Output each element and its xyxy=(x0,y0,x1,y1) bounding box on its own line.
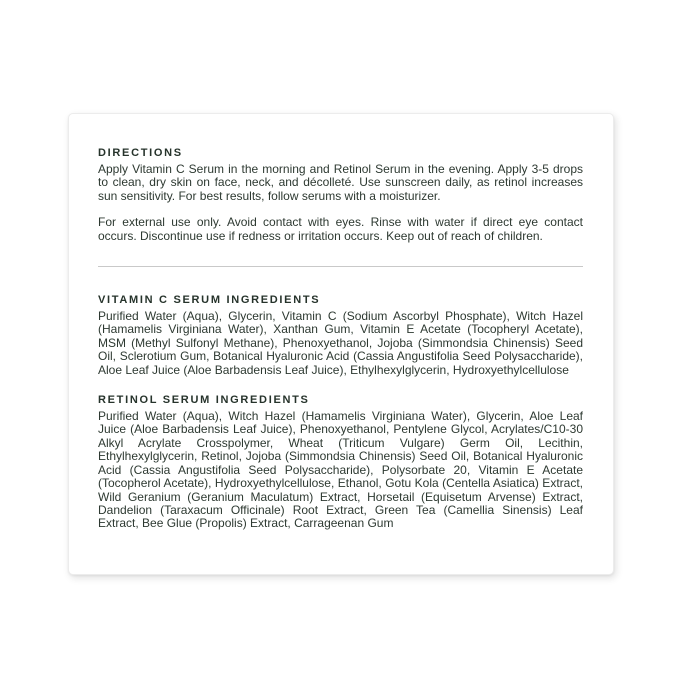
retinol-ingredients-list: Purified Water (Aqua), Witch Hazel (Hamamelis Virginiana Water), Glycerin, Aloe Leaf Juice (Aloe Barbadensis Leaf Juice), Phenoxyethanol, Pentylene Glycol, Acrylates/C10-30 Alkyl Acrylate Crosspolymer, Wheat (Triticum Vulgare) Germ Oil, Lecithin, Ethylhexylglycerin, Retinol, Jojoba (Simmondsia Chinensis) Seed Oil, Botanical Hyaluronic Acid (Cassia Angustifolia Seed Polysaccharide), Polysorbate 20, Vitamin E Acetate (Tocopherol Acetate), Hydroxyethylcellulose, Ethanol, Gotu Kola (Centella Asiatica) Extract, Wild Geranium (Geranium Maculatum) Extract, Horsetail (Equisetum Arvense) Extract, Dandelion (Taraxacum Officinale) Root Extract, Green Tea (Camellia Sinensis) Leaf Extract, Bee Glue (Propolis) Extract, Carrageenan Gum xyxy=(98,409,583,531)
directions-usage-paragraph: Apply Vitamin C Serum in the morning and Retinol Serum in the evening. Apply 3-5 drops to clean, dry skin on face, neck, and décolleté. Use sunscreen daily, as retinol increases sun sensitivity. For best results, follow serums with a moisturizer. xyxy=(98,162,583,203)
retinol-ingredients-section xyxy=(98,394,583,531)
section-divider xyxy=(98,266,583,267)
directions-heading: DIRECTIONS xyxy=(98,147,183,159)
vitamin-c-ingredients-list: Purified Water (Aqua), Glycerin, Vitamin C (Sodium Ascorbyl Phosphate), Witch Hazel (Hamamelis Virginiana Water), Xanthan Gum, Vitamin E Acetate (Tocopheryl Acetate), MSM (Methyl Sulfonyl Methane), Phenoxyethanol, Jojoba (Simmondsia Chinensis) Seed Oil, Sclerotium Gum, Botanical Hyaluronic Acid (Cassia Angustifolia Seed Polysaccharide), Aloe Leaf Juice (Aloe Barbadensis Leaf Juice), Ethylhexylglycerin, Hydroxyethylcellulose xyxy=(98,309,583,377)
directions-warning-paragraph: For external use only. Avoid contact with eyes. Rinse with water if direct eye contact occurs. Discontinue use if redness or irritation occurs. Keep out of reach of children. xyxy=(98,215,583,243)
vitamin-c-ingredients-section xyxy=(98,294,583,377)
vitamin-c-ingredients-heading: VITAMIN C SERUM INGREDIENTS xyxy=(98,294,321,307)
directions-section xyxy=(98,147,583,243)
product-label-card xyxy=(68,113,614,575)
retinol-ingredients-heading: RETINOL SERUM INGREDIENTS xyxy=(98,394,310,407)
